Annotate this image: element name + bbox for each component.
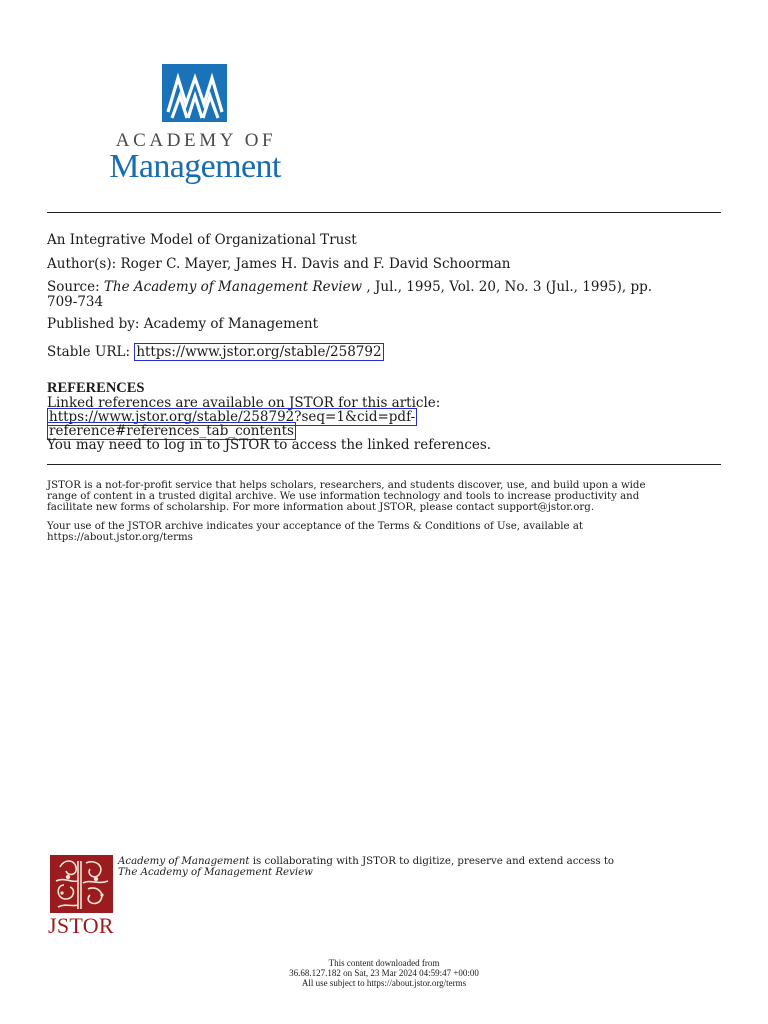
jstor-wordmark: JSTOR	[48, 913, 114, 938]
stable-url-link[interactable]: https://www.jstor.org/stable/258792	[136, 344, 382, 360]
notice-line: range of content in a trusted digital archive. We use information technology and tools to increase productivity and	[47, 491, 640, 502]
references-heading: REFERENCES	[47, 380, 145, 396]
jstor-notice-paragraph	[47, 480, 723, 513]
download-footer	[0, 958, 768, 988]
source-details: , Jul., 1995, Vol. 20, No. 3 (Jul., 1995), pp.	[362, 279, 653, 295]
middle-divider	[47, 464, 721, 465]
references-link-line2	[47, 424, 296, 438]
footer-line-1: This content downloaded from	[328, 958, 440, 968]
terms-paragraph	[47, 521, 723, 543]
references-link-part1[interactable]: https://www.jstor.org/stable/258792?seq=1&cid=pdf-	[49, 409, 416, 425]
source-line	[47, 279, 652, 296]
logo-text-management: Management	[109, 148, 281, 185]
publisher-label: Published by:	[47, 316, 144, 332]
logo-text-academy-of: ACADEMY OF	[115, 130, 277, 151]
stable-url-line	[47, 344, 384, 361]
references-link-part2[interactable]: reference#references_tab_contents	[49, 423, 294, 439]
article-title: An Integrative Model of Organizational Trust	[47, 232, 357, 248]
references-intro: Linked references are available on JSTOR for this article:	[47, 395, 441, 411]
jstor-emblem-icon	[50, 855, 113, 913]
authors: Roger C. Mayer, James H. Davis and F. David Schoorman	[120, 256, 511, 272]
publisher-line	[47, 316, 318, 333]
stable-url-label: Stable URL:	[47, 344, 135, 360]
collab-org: Academy of Management	[118, 856, 250, 867]
source-journal: The Academy of Management Review	[103, 279, 363, 295]
footer-line-3: All use subject to https://about.jstor.org/terms	[301, 978, 467, 988]
collab-journal-line	[118, 867, 313, 878]
academy-of-management-logo	[104, 64, 286, 185]
notice-line: facilitate new forms of scholarship. For more information about JSTOR, please contact support@jstor.org.	[47, 502, 595, 513]
collab-text: is collaborating with JSTOR to digitize, preserve and extend access to	[249, 856, 615, 867]
source-label: Source:	[47, 279, 104, 295]
terms-url[interactable]: https://about.jstor.org/terms	[47, 532, 193, 543]
publisher: Academy of Management	[143, 316, 318, 332]
authors-label: Author(s):	[47, 256, 121, 272]
collaboration-line	[118, 856, 614, 867]
top-divider	[47, 212, 721, 213]
authors-line	[47, 256, 510, 273]
aom-mountain-icon	[162, 64, 227, 122]
footer-line-2: 36.68.127.182 on Sat, 23 Mar 2024 04:59:47 +00:00	[289, 968, 479, 978]
references-login-note: You may need to log in to JSTOR to access the linked references.	[47, 437, 492, 453]
notice-line: JSTOR is a not-for-profit service that helps scholars, researchers, and students discover, use, and build upon a wide	[47, 480, 646, 491]
terms-line: Your use of the JSTOR archive indicates your acceptance of the Terms & Conditions of Use, available at	[47, 521, 583, 532]
source-pages: 709-734	[47, 294, 104, 310]
collab-journal: The Academy of Management Review	[118, 867, 313, 878]
